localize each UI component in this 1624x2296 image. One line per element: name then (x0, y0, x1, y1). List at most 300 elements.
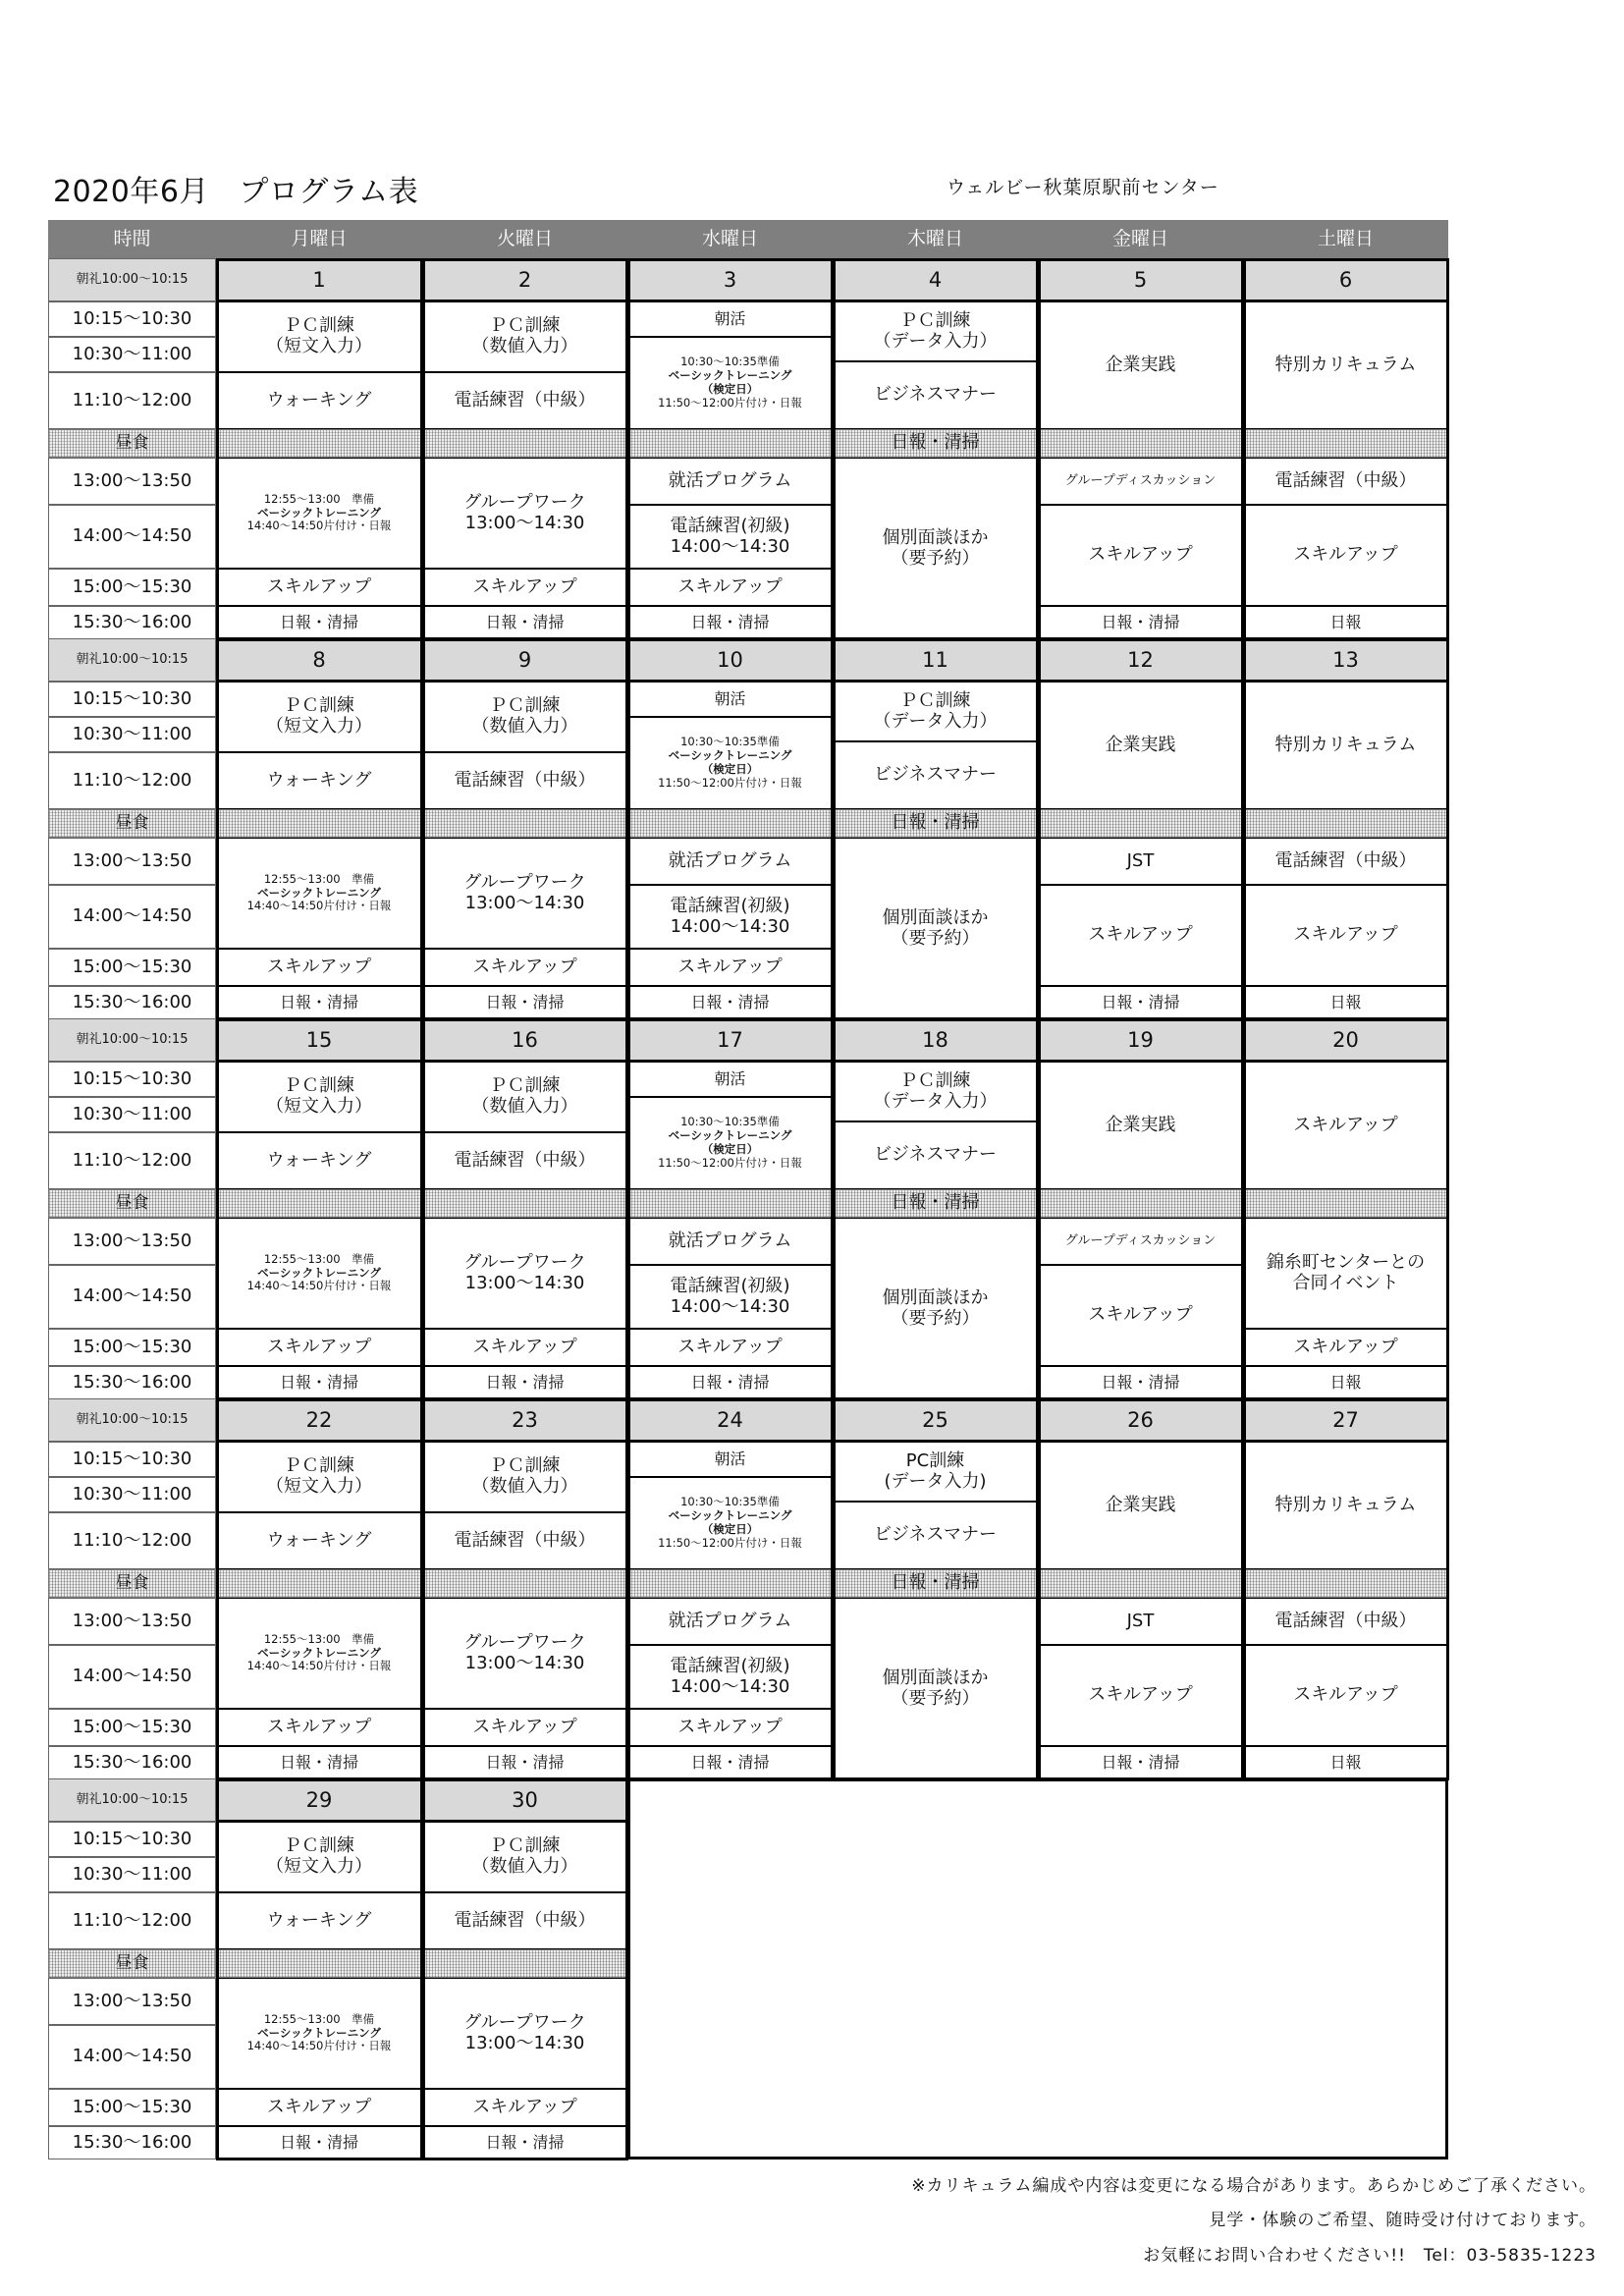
activity-report-cleaning: 日報・清掃 (216, 606, 422, 639)
time-1300: 13:00～13:50 (48, 838, 216, 885)
time-1110: 11:10～12:00 (48, 1512, 216, 1569)
time-1110: 11:10～12:00 (48, 1132, 216, 1189)
activity-pc-training-line: （数値入力） (471, 716, 578, 737)
lunch-break (627, 1189, 833, 1218)
activity-job-hunting-program: 就活プログラム (627, 458, 833, 505)
activity-report: 日報 (1243, 986, 1448, 1019)
time-1400: 14:00～14:50 (48, 1265, 216, 1329)
activity-basic-training-exam-line: 11:50～12:00片付け・日報 (658, 775, 802, 790)
activity-report-cleaning: 日報・清掃 (1038, 1746, 1243, 1779)
activity-basic-training-line: 14:40～14:50片付け・日報 (246, 1659, 392, 1673)
activity-report-cleaning: 日報・清掃 (1038, 606, 1243, 639)
activity-pc-training-line: ＰＣ訓練 (899, 689, 971, 711)
activity-pc-training (216, 1062, 422, 1132)
lunch-break (627, 1569, 833, 1598)
date-cell: 3 (627, 258, 833, 301)
activity-basic-training-exam-line: ベーシックトレーニング (668, 748, 792, 763)
activity-individual-interview-line: 個別面談ほか (882, 526, 989, 548)
date-cell: 29 (216, 1778, 422, 1822)
activity-pc-training-line: ＰＣ訓練 (899, 1069, 971, 1091)
activity-report-cleaning: 日報・清掃 (216, 2126, 422, 2159)
activity-report-cleaning: 日報・清掃 (833, 429, 1038, 458)
activity-report-cleaning: 日報・清掃 (833, 1569, 1038, 1598)
time-1015: 10:15～10:30 (48, 1442, 216, 1477)
empty-area (627, 1778, 1448, 2159)
activity-joint-event-line: 錦糸町センターとの (1266, 1251, 1426, 1273)
activity-phone-practice: 電話練習（中級） (422, 1512, 627, 1569)
activity-pc-training-line: ＰＣ訓練 (284, 315, 354, 337)
activity-skill-up: スキルアップ (627, 1329, 833, 1366)
activity-group-work-line: グループワーク (463, 491, 586, 513)
activity-morning-activity: 朝活 (627, 301, 833, 337)
activity-report-cleaning: 日報・清掃 (216, 986, 422, 1019)
activity-skill-up: スキルアップ (627, 1709, 833, 1746)
lunch-break (216, 1949, 422, 1978)
activity-special-curriculum: 特別カリキュラム (1243, 682, 1448, 809)
activity-phone-practice-beginner-line: 14:00～14:30 (670, 1295, 790, 1317)
activity-skill-up: スキルアップ (422, 1709, 627, 1746)
activity-pc-training (833, 1442, 1038, 1502)
activity-basic-training-exam (627, 1097, 833, 1189)
activity-basic-training-exam-line: ベーシックトレーニング (668, 368, 792, 383)
activity-job-hunting-program: 就活プログラム (627, 838, 833, 885)
lunch-label: 昼食 (48, 1569, 216, 1598)
time-1400: 14:00～14:50 (48, 885, 216, 949)
activity-phone-practice: 電話練習（中級） (422, 1132, 627, 1189)
activity-basic-training-exam-line: （検定日） (701, 1142, 759, 1156)
activity-report: 日報 (1243, 606, 1448, 639)
date-cell: 22 (216, 1398, 422, 1442)
activity-phone-practice-beginner (627, 505, 833, 569)
time-1400: 14:00～14:50 (48, 505, 216, 569)
activity-basic-training (216, 458, 422, 569)
time-1530: 15:30～16:00 (48, 986, 216, 1019)
activity-business-manner: ビジネスマナー (833, 361, 1038, 429)
activity-pc-training (833, 301, 1038, 361)
activity-pc-training-line: ＰＣ訓練 (284, 1835, 354, 1857)
activity-phone-practice-beginner-line: 電話練習(初級) (670, 1655, 790, 1676)
lunch-break (216, 1189, 422, 1218)
activity-report-cleaning: 日報・清掃 (627, 986, 833, 1019)
activity-individual-interview (833, 838, 1038, 1019)
activity-report-cleaning: 日報・清掃 (422, 2126, 627, 2159)
date-cell: 4 (833, 258, 1038, 301)
activity-skill-up: スキルアップ (1038, 885, 1243, 986)
morning-assembly-label: 朝礼10:00～10:15 (48, 638, 216, 682)
activity-skill-up: スキルアップ (216, 1329, 422, 1366)
activity-morning-activity: 朝活 (627, 1062, 833, 1097)
lunch-break (627, 429, 833, 458)
activity-corporate-practice: 企業実践 (1038, 1062, 1243, 1189)
lunch-label: 昼食 (48, 809, 216, 838)
activity-basic-training-exam-line: （検定日） (701, 1522, 759, 1536)
activity-basic-training-exam-line: 11:50～12:00片付け・日報 (658, 1155, 802, 1170)
activity-phone-practice-beginner-line: 電話練習(初級) (670, 895, 790, 916)
column-header-2: 火曜日 (422, 220, 627, 258)
activity-basic-training (216, 1978, 422, 2089)
time-1500: 15:00～15:30 (48, 2089, 216, 2126)
activity-special-curriculum: 特別カリキュラム (1243, 301, 1448, 429)
date-cell: 27 (1243, 1398, 1448, 1442)
date-cell: 8 (216, 638, 422, 682)
activity-walking: ウォーキング (216, 1892, 422, 1949)
activity-group-work-line: グループワーク (463, 1251, 586, 1273)
activity-group-work-line: グループワーク (463, 871, 586, 893)
activity-report: 日報 (1243, 1746, 1448, 1779)
time-1030: 10:30～11:00 (48, 717, 216, 752)
time-1300: 13:00～13:50 (48, 1978, 216, 2025)
activity-skill-up: スキルアップ (216, 2089, 422, 2126)
lunch-break (216, 1569, 422, 1598)
activity-basic-training-exam-line: 10:30～10:35準備 (680, 1115, 780, 1129)
activity-report-cleaning: 日報・清掃 (1038, 1366, 1243, 1399)
activity-basic-training-exam-line: （検定日） (701, 762, 759, 776)
time-1500: 15:00～15:30 (48, 569, 216, 606)
activity-joint-event (1243, 1218, 1448, 1329)
activity-skill-up: スキルアップ (1243, 1329, 1448, 1366)
activity-individual-interview (833, 1598, 1038, 1779)
activity-phone-practice-beginner (627, 1265, 833, 1329)
column-header-0: 時間 (48, 220, 216, 258)
activity-jst: JST (1038, 1598, 1243, 1645)
activity-skill-up: スキルアップ (422, 1329, 627, 1366)
morning-assembly-label: 朝礼10:00～10:15 (48, 1398, 216, 1442)
lunch-break (422, 1949, 627, 1978)
time-1300: 13:00～13:50 (48, 1598, 216, 1645)
activity-individual-interview (833, 458, 1038, 639)
activity-group-discussion: グループディスカッション (1038, 458, 1243, 505)
column-header-3: 水曜日 (627, 220, 833, 258)
activity-basic-training (216, 1598, 422, 1709)
activity-pc-training (216, 682, 422, 752)
activity-group-work (422, 1598, 627, 1709)
lunch-break (1243, 1189, 1448, 1218)
activity-basic-training-exam-line: （検定日） (701, 382, 759, 396)
activity-individual-interview-line: （要予約） (891, 1307, 980, 1329)
activity-walking: ウォーキング (216, 372, 422, 429)
column-header-4: 木曜日 (833, 220, 1038, 258)
activity-skill-up: スキルアップ (422, 949, 627, 986)
activity-phone-practice-beginner-line: 14:00～14:30 (670, 1675, 790, 1697)
activity-jst: JST (1038, 838, 1243, 885)
activity-pc-training (422, 1062, 627, 1132)
lunch-break (627, 809, 833, 838)
activity-report-cleaning: 日報・清掃 (216, 1366, 422, 1399)
activity-skill-up: スキルアップ (1243, 1645, 1448, 1746)
activity-phone-practice-beginner (627, 885, 833, 949)
activity-skill-up: スキルアップ (1243, 1062, 1448, 1189)
activity-group-work-line: 13:00～14:30 (464, 1652, 585, 1673)
activity-group-work-line: 13:00～14:30 (464, 892, 585, 913)
activity-phone-practice-beginner-line: 電話練習(初級) (670, 1275, 790, 1296)
activity-individual-interview-line: （要予約） (891, 547, 980, 569)
date-cell: 9 (422, 638, 627, 682)
footer-note-visit: 見学・体験のご希望、随時受け付けております。 (1209, 2211, 1597, 2230)
activity-phone-practice: 電話練習（中級） (422, 372, 627, 429)
activity-pc-training-line: （短文入力） (266, 336, 372, 356)
activity-pc-training-line: ＰＣ訓練 (489, 695, 561, 717)
date-cell: 19 (1038, 1018, 1243, 1062)
activity-basic-training-exam-line: 11:50～12:00片付け・日報 (658, 395, 802, 410)
date-cell: 26 (1038, 1398, 1243, 1442)
activity-pc-training-line: （数値入力） (471, 1476, 578, 1497)
time-1530: 15:30～16:00 (48, 1366, 216, 1399)
time-1300: 13:00～13:50 (48, 1218, 216, 1265)
activity-group-discussion: グループディスカッション (1038, 1218, 1243, 1265)
activity-basic-training-exam-line: 10:30～10:35準備 (680, 1495, 780, 1509)
activity-pc-training-line: ＰＣ訓練 (489, 1075, 561, 1097)
date-cell: 25 (833, 1398, 1038, 1442)
activity-phone-practice: 電話練習（中級） (422, 1892, 627, 1949)
activity-pc-training-line: ＰＣ訓練 (489, 315, 561, 337)
time-1110: 11:10～12:00 (48, 752, 216, 809)
activity-report-cleaning: 日報・清掃 (422, 986, 627, 1019)
activity-skill-up: スキルアップ (216, 1709, 422, 1746)
activity-individual-interview-line: 個別面談ほか (882, 1286, 989, 1308)
activity-basic-training-line: 14:40～14:50片付け・日報 (246, 519, 392, 533)
date-cell: 24 (627, 1398, 833, 1442)
date-cell: 17 (627, 1018, 833, 1062)
activity-pc-training-line: （短文入力） (266, 716, 372, 737)
activity-pc-training-line: （データ入力） (873, 1090, 998, 1112)
activity-skill-up: スキルアップ (627, 569, 833, 606)
lunch-break (216, 429, 422, 458)
activity-report-cleaning: 日報・清掃 (627, 1366, 833, 1399)
time-1530: 15:30～16:00 (48, 2126, 216, 2159)
activity-pc-training (422, 1822, 627, 1892)
date-cell: 5 (1038, 258, 1243, 301)
activity-phone-practice: 電話練習（中級） (1243, 838, 1448, 885)
activity-report-cleaning: 日報・清掃 (216, 1746, 422, 1779)
activity-pc-training-line: （数値入力） (471, 1856, 578, 1877)
activity-basic-training-exam-line: 10:30～10:35準備 (680, 735, 780, 749)
activity-basic-training-exam-line: ベーシックトレーニング (668, 1508, 792, 1523)
morning-assembly-label: 朝礼10:00～10:15 (48, 258, 216, 301)
activity-pc-training (833, 682, 1038, 741)
activity-individual-interview-line: 個別面談ほか (882, 906, 989, 928)
activity-basic-training-line: ベーシックトレーニング (257, 505, 381, 519)
date-cell: 10 (627, 638, 833, 682)
center-name: ウェルビー秋葉原駅前センター (947, 177, 1219, 198)
activity-skill-up: スキルアップ (1038, 505, 1243, 606)
lunch-break (1038, 1189, 1243, 1218)
date-cell: 13 (1243, 638, 1448, 682)
time-1030: 10:30～11:00 (48, 1097, 216, 1132)
time-1030: 10:30～11:00 (48, 1857, 216, 1892)
time-1030: 10:30～11:00 (48, 337, 216, 372)
time-1110: 11:10～12:00 (48, 1892, 216, 1949)
activity-phone-practice: 電話練習（中級） (1243, 458, 1448, 505)
date-cell: 18 (833, 1018, 1038, 1062)
activity-basic-training-exam (627, 337, 833, 429)
activity-basic-training-exam-line: 11:50～12:00片付け・日報 (658, 1535, 802, 1550)
activity-individual-interview-line: （要予約） (891, 927, 980, 949)
activity-pc-training-line: ＰＣ訓練 (489, 1835, 561, 1857)
activity-group-work (422, 458, 627, 569)
lunch-break (422, 1569, 627, 1598)
activity-pc-training-line: ＰＣ訓練 (284, 1075, 354, 1097)
activity-phone-practice: 電話練習（中級） (422, 752, 627, 809)
activity-business-manner: ビジネスマナー (833, 741, 1038, 809)
activity-skill-up: スキルアップ (216, 569, 422, 606)
date-cell: 16 (422, 1018, 627, 1062)
activity-basic-training-exam (627, 717, 833, 809)
activity-pc-training-line: （データ入力） (873, 330, 998, 352)
activity-skill-up: スキルアップ (422, 2089, 627, 2126)
column-header-5: 金曜日 (1038, 220, 1243, 258)
lunch-break (1243, 809, 1448, 838)
date-cell: 1 (216, 258, 422, 301)
activity-skill-up: スキルアップ (627, 949, 833, 986)
activity-joint-event-line: 合同イベント (1292, 1272, 1399, 1293)
activity-business-manner: ビジネスマナー (833, 1502, 1038, 1569)
time-1530: 15:30～16:00 (48, 606, 216, 639)
activity-pc-training (422, 301, 627, 372)
time-1110: 11:10～12:00 (48, 372, 216, 429)
date-cell: 20 (1243, 1018, 1448, 1062)
activity-pc-training-line: PC訓練 (905, 1449, 965, 1471)
activity-basic-training-line: 14:40～14:50片付け・日報 (246, 1279, 392, 1293)
time-1500: 15:00～15:30 (48, 1709, 216, 1746)
activity-basic-training-line: ベーシックトレーニング (257, 885, 381, 900)
time-1015: 10:15～10:30 (48, 1822, 216, 1857)
time-1400: 14:00～14:50 (48, 2025, 216, 2089)
time-1300: 13:00～13:50 (48, 458, 216, 505)
activity-group-work-line: 13:00～14:30 (464, 1272, 585, 1293)
activity-corporate-practice: 企業実践 (1038, 1442, 1243, 1569)
activity-pc-training-line: （短文入力） (266, 1476, 372, 1497)
morning-assembly-label: 朝礼10:00～10:15 (48, 1778, 216, 1822)
activity-walking: ウォーキング (216, 1132, 422, 1189)
time-1500: 15:00～15:30 (48, 949, 216, 986)
activity-skill-up: スキルアップ (216, 949, 422, 986)
time-1500: 15:00～15:30 (48, 1329, 216, 1366)
date-cell: 2 (422, 258, 627, 301)
activity-individual-interview-line: （要予約） (891, 1687, 980, 1709)
activity-basic-training (216, 838, 422, 949)
activity-phone-practice-beginner-line: 14:00～14:30 (670, 915, 790, 937)
activity-group-work-line: 13:00～14:30 (464, 2032, 585, 2053)
activity-pc-training-line: (データ入力) (884, 1470, 987, 1492)
date-cell: 15 (216, 1018, 422, 1062)
activity-group-work-line: グループワーク (463, 1631, 586, 1653)
activity-pc-training-line: ＰＣ訓練 (284, 695, 354, 717)
activity-pc-training-line: ＰＣ訓練 (899, 309, 971, 331)
activity-corporate-practice: 企業実践 (1038, 301, 1243, 429)
activity-basic-training-line: 12:55～13:00 準備 (263, 871, 375, 886)
activity-basic-training-line: 14:40～14:50片付け・日報 (246, 899, 392, 913)
activity-basic-training-line: ベーシックトレーニング (257, 1265, 381, 1280)
activity-special-curriculum: 特別カリキュラム (1243, 1442, 1448, 1569)
activity-report-cleaning: 日報・清掃 (833, 1189, 1038, 1218)
activity-basic-training-line: 12:55～13:00 準備 (263, 491, 375, 506)
date-cell: 6 (1243, 258, 1448, 301)
activity-pc-training-line: ＰＣ訓練 (284, 1455, 354, 1477)
activity-basic-training-line: 12:55～13:00 準備 (263, 1631, 375, 1646)
activity-individual-interview-line: 個別面談ほか (882, 1667, 989, 1688)
activity-morning-activity: 朝活 (627, 1442, 833, 1477)
activity-report-cleaning: 日報・清掃 (627, 606, 833, 639)
activity-pc-training-line: （データ入力） (873, 710, 998, 732)
activity-skill-up: スキルアップ (1038, 1645, 1243, 1746)
activity-walking: ウォーキング (216, 752, 422, 809)
date-cell: 30 (422, 1778, 627, 1822)
activity-pc-training-line: （数値入力） (471, 336, 578, 356)
lunch-break (1038, 1569, 1243, 1598)
date-cell: 12 (1038, 638, 1243, 682)
activity-skill-up: スキルアップ (1038, 1265, 1243, 1366)
activity-report-cleaning: 日報・清掃 (422, 1746, 627, 1779)
activity-basic-training-exam-line: 10:30～10:35準備 (680, 355, 780, 369)
lunch-break (422, 429, 627, 458)
column-header-1: 月曜日 (216, 220, 422, 258)
time-1400: 14:00～14:50 (48, 1645, 216, 1709)
activity-basic-training-exam-line: ベーシックトレーニング (668, 1128, 792, 1143)
date-cell: 11 (833, 638, 1038, 682)
activity-report-cleaning: 日報・清掃 (422, 1366, 627, 1399)
activity-pc-training-line: （短文入力） (266, 1856, 372, 1877)
time-1015: 10:15～10:30 (48, 1062, 216, 1097)
activity-skill-up: スキルアップ (422, 569, 627, 606)
morning-assembly-label: 朝礼10:00～10:15 (48, 1018, 216, 1062)
lunch-label: 昼食 (48, 1189, 216, 1218)
activity-basic-training (216, 1218, 422, 1329)
activity-group-work (422, 838, 627, 949)
activity-morning-activity: 朝活 (627, 682, 833, 717)
lunch-break (422, 809, 627, 838)
activity-walking: ウォーキング (216, 1512, 422, 1569)
activity-individual-interview (833, 1218, 1038, 1399)
activity-pc-training (422, 1442, 627, 1512)
page-title: 2020年6月 プログラム表 (53, 175, 419, 209)
lunch-break (1038, 809, 1243, 838)
activity-group-work (422, 1978, 627, 2089)
activity-pc-training-line: （短文入力） (266, 1096, 372, 1117)
activity-report-cleaning: 日報・清掃 (1038, 986, 1243, 1019)
lunch-break (422, 1189, 627, 1218)
activity-pc-training (833, 1062, 1038, 1121)
activity-basic-training-line: ベーシックトレーニング (257, 1645, 381, 1660)
activity-phone-practice-beginner-line: 14:00～14:30 (670, 535, 790, 557)
activity-pc-training (216, 301, 422, 372)
activity-basic-training-line: 12:55～13:00 準備 (263, 2011, 375, 2026)
lunch-break (1243, 429, 1448, 458)
activity-report-cleaning: 日報・清掃 (833, 809, 1038, 838)
activity-phone-practice-beginner (627, 1645, 833, 1709)
activity-basic-training-exam (627, 1477, 833, 1569)
activity-corporate-practice: 企業実践 (1038, 682, 1243, 809)
activity-group-work-line: 13:00～14:30 (464, 512, 585, 533)
activity-report-cleaning: 日報・清掃 (627, 1746, 833, 1779)
time-1530: 15:30～16:00 (48, 1746, 216, 1779)
activity-phone-practice-beginner-line: 電話練習(初級) (670, 515, 790, 536)
lunch-label: 昼食 (48, 429, 216, 458)
column-header-6: 土曜日 (1243, 220, 1448, 258)
lunch-break (1243, 1569, 1448, 1598)
activity-report: 日報 (1243, 1366, 1448, 1399)
activity-pc-training-line: ＰＣ訓練 (489, 1455, 561, 1477)
activity-phone-practice: 電話練習（中級） (1243, 1598, 1448, 1645)
activity-pc-training-line: （数値入力） (471, 1096, 578, 1117)
activity-basic-training-line: 14:40～14:50片付け・日報 (246, 2039, 392, 2053)
time-1030: 10:30～11:00 (48, 1477, 216, 1512)
footer-contact: お気軽にお問い合わせください!! Tel：03-5835-1223 (1143, 2246, 1597, 2266)
date-cell: 23 (422, 1398, 627, 1442)
activity-pc-training (216, 1442, 422, 1512)
activity-pc-training (216, 1822, 422, 1892)
lunch-break (1038, 429, 1243, 458)
activity-job-hunting-program: 就活プログラム (627, 1218, 833, 1265)
